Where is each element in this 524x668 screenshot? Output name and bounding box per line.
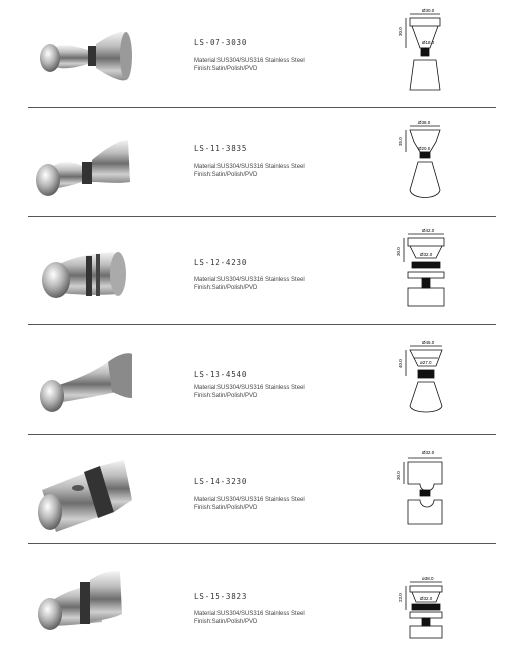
technical-drawing (388, 4, 458, 104)
product-code: LS-07-3030 (194, 38, 248, 47)
finish-text: Finish:Satin/Polish/PVD (194, 619, 258, 625)
technical-drawing (388, 440, 458, 540)
product-code: LS-15-3823 (194, 592, 248, 601)
dim-height: 40.0 (398, 359, 403, 368)
technical-drawing (388, 330, 458, 430)
product-code: LS-14-3230 (194, 477, 248, 486)
knob-photo (28, 116, 138, 212)
dim-mid: ø27.0 (420, 360, 432, 365)
knob-photo (28, 552, 138, 648)
product-specs (194, 496, 305, 512)
dim-mid: Ø18.0 (422, 40, 435, 45)
row-divider (28, 216, 496, 217)
dim-top: Ø30.0 (422, 8, 435, 13)
dim-top: Ø38.0 (418, 120, 431, 125)
dim-height: 30.0 (396, 471, 401, 480)
row-divider (28, 543, 496, 544)
material-text: Material:SUS304/SUS316 Stainless Steel (194, 385, 305, 391)
product-code: LS-13-4540 (194, 370, 248, 379)
finish-text: Finish:Satin/Polish/PVD (194, 393, 258, 399)
knob-photo (28, 442, 138, 538)
product-specs (194, 163, 305, 179)
product-row-2 (0, 110, 524, 218)
product-row-1 (0, 0, 524, 108)
technical-drawing (388, 550, 458, 650)
product-specs (194, 57, 305, 73)
product-specs (194, 384, 305, 400)
product-code: LS-11-3835 (194, 144, 248, 153)
product-row-3 (0, 218, 524, 326)
row-divider (28, 434, 496, 435)
finish-text: Finish:Satin/Polish/PVD (194, 505, 258, 511)
dim-top: Ø45.0 (422, 340, 435, 345)
finish-text: Finish:Satin/Polish/PVD (194, 172, 258, 178)
knob-photo (28, 224, 138, 320)
material-text: Material:SUS304/SUS316 Stainless Steel (194, 277, 305, 283)
dim-height: 23.0 (398, 593, 403, 602)
product-specs (194, 276, 305, 292)
row-divider (28, 324, 496, 325)
material-text: Material:SUS304/SUS316 Stainless Steel (194, 58, 305, 64)
dim-height: 35.0 (398, 137, 403, 146)
row-divider (28, 107, 496, 108)
technical-drawing (388, 114, 458, 214)
knob-photo (28, 6, 138, 102)
product-code: LS-12-4230 (194, 258, 248, 267)
product-row-5 (0, 436, 524, 544)
finish-text: Finish:Satin/Polish/PVD (194, 285, 258, 291)
dim-top: Ø32.0 (422, 450, 435, 455)
knob-photo (28, 332, 138, 428)
material-text: Material:SUS304/SUS316 Stainless Steel (194, 164, 305, 170)
product-row-4 (0, 326, 524, 434)
technical-drawing (388, 222, 458, 322)
material-text: Material:SUS304/SUS316 Stainless Steel (194, 611, 305, 617)
product-specs (194, 610, 305, 626)
dim-mid: Ø32.0 (420, 252, 433, 257)
dim-mid: Ø20.0 (418, 146, 431, 151)
dim-height: 30.0 (398, 27, 403, 36)
product-row-6 (0, 546, 524, 654)
dim-height: 30.0 (396, 247, 401, 256)
material-text: Material:SUS304/SUS316 Stainless Steel (194, 497, 305, 503)
dim-top: ø38.0 (422, 576, 434, 581)
finish-text: Finish:Satin/Polish/PVD (194, 66, 258, 72)
dim-top: Ø42.0 (422, 228, 435, 233)
dim-mid: Ø32.0 (420, 596, 433, 601)
